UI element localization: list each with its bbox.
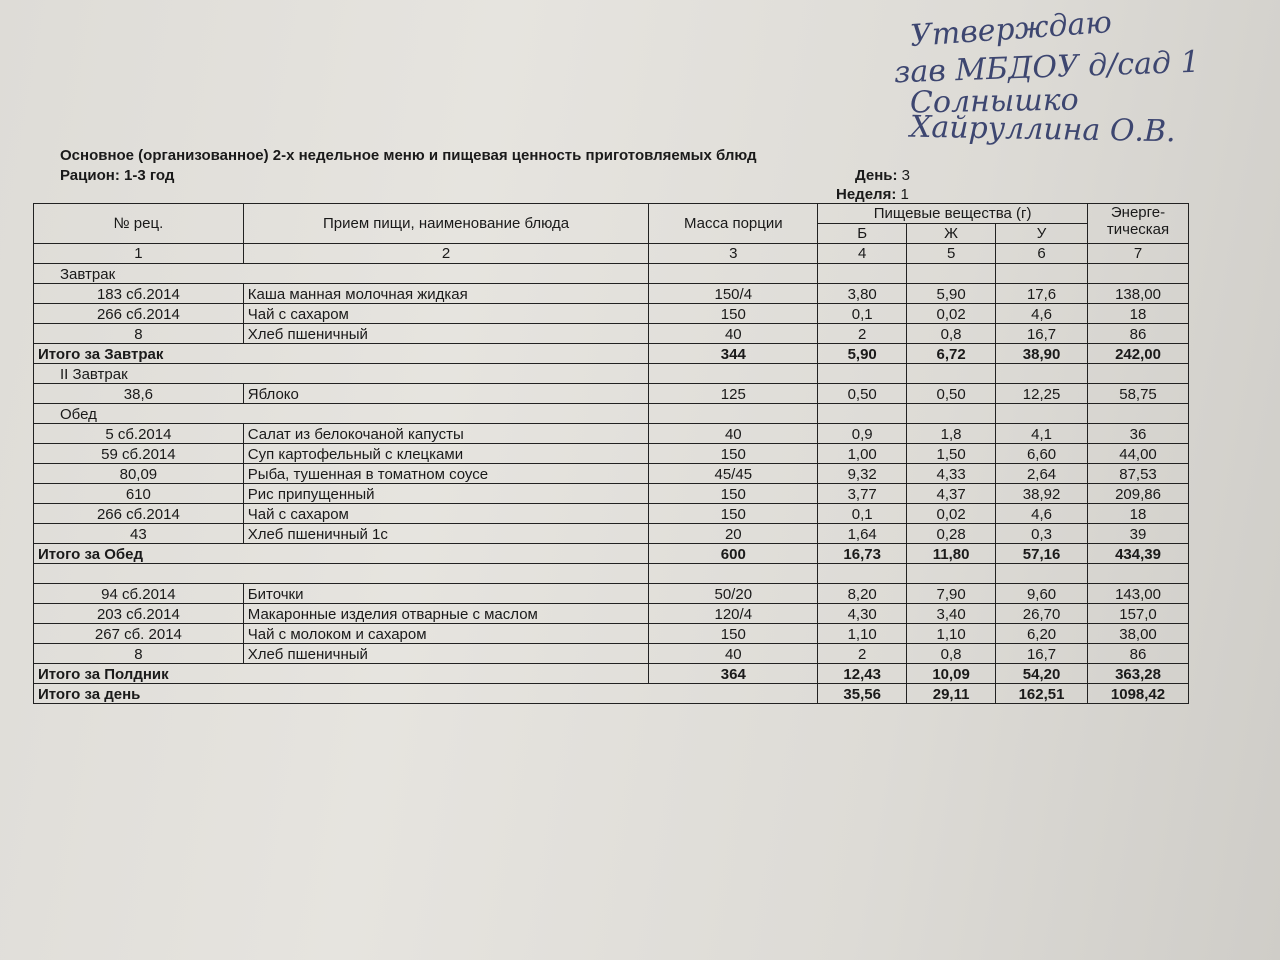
dish-name: Хлеб пшеничный — [243, 324, 649, 344]
approval-line-4: Хайруллина О.В. — [909, 109, 1176, 150]
header-carbs: У — [996, 224, 1088, 244]
portion-mass: 40 — [649, 324, 818, 344]
recipe-number: 203 сб.2014 — [34, 604, 244, 624]
recipe-number: 266 сб.2014 — [34, 504, 244, 524]
header-energy: Энерге- тическая — [1088, 204, 1189, 244]
carbs-value: 4,1 — [996, 424, 1088, 444]
total-fat: 10,09 — [907, 664, 996, 684]
ration-label: Рацион: 1-3 год — [60, 167, 175, 184]
total-carbs: 54,20 — [996, 664, 1088, 684]
empty-cell — [649, 404, 818, 424]
carbs-value: 16,7 — [996, 644, 1088, 664]
empty-cell — [1088, 564, 1189, 584]
recipe-number: 610 — [34, 484, 244, 504]
day-indicator — [855, 167, 910, 184]
table-row — [34, 524, 1189, 544]
total-label: Итого за Завтрак — [34, 344, 649, 364]
dish-name: Яблоко — [243, 384, 649, 404]
fat-value: 1,10 — [907, 624, 996, 644]
section-title: Обед — [34, 404, 649, 424]
section-title-row — [34, 404, 1189, 424]
table-row — [34, 484, 1189, 504]
section-total-row — [34, 344, 1189, 364]
recipe-number: 80,09 — [34, 464, 244, 484]
total-fat: 6,72 — [907, 344, 996, 364]
dish-name: Суп картофельный с клецками — [243, 444, 649, 464]
column-number: 6 — [996, 244, 1088, 264]
dish-name: Хлеб пшеничный 1с — [243, 524, 649, 544]
recipe-number: 183 сб.2014 — [34, 284, 244, 304]
fat-value: 7,90 — [907, 584, 996, 604]
section-total-row — [34, 664, 1189, 684]
protein-value: 3,80 — [818, 284, 907, 304]
approval-line-2: зав МБДОУ д/сад 1 — [893, 44, 1201, 91]
carbs-value: 16,7 — [996, 324, 1088, 344]
week-indicator — [836, 186, 909, 203]
day-total-row — [34, 684, 1189, 704]
empty-cell — [649, 364, 818, 384]
energy-value: 18 — [1088, 304, 1189, 324]
carbs-value: 4,6 — [996, 504, 1088, 524]
protein-value: 1,00 — [818, 444, 907, 464]
carbs-value: 17,6 — [996, 284, 1088, 304]
dish-name: Макаронные изделия отварные с маслом — [243, 604, 649, 624]
energy-value: 87,53 — [1088, 464, 1189, 484]
carbs-value: 4,6 — [996, 304, 1088, 324]
fat-value: 0,02 — [907, 304, 996, 324]
empty-cell — [996, 404, 1088, 424]
protein-value: 0,9 — [818, 424, 907, 444]
empty-cell — [818, 404, 907, 424]
column-number: 4 — [818, 244, 907, 264]
protein-value: 2 — [818, 324, 907, 344]
column-number: 7 — [1088, 244, 1189, 264]
portion-mass: 150 — [649, 504, 818, 524]
table-row — [34, 444, 1189, 464]
menu-table-body — [34, 264, 1189, 704]
recipe-number: 38,6 — [34, 384, 244, 404]
fat-value: 1,8 — [907, 424, 996, 444]
day-value: 3 — [901, 167, 911, 184]
portion-mass: 50/20 — [649, 584, 818, 604]
header-recipe: № рец. — [34, 204, 244, 244]
recipe-number: 8 — [34, 644, 244, 664]
carbs-value: 38,92 — [996, 484, 1088, 504]
total-protein: 16,73 — [818, 544, 907, 564]
fat-value: 0,8 — [907, 644, 996, 664]
total-label: Итого за Обед — [34, 544, 649, 564]
day-total-protein: 35,56 — [818, 684, 907, 704]
energy-value: 209,86 — [1088, 484, 1189, 504]
approval-signature — [880, 6, 1260, 156]
empty-cell — [818, 364, 907, 384]
fat-value: 0,50 — [907, 384, 996, 404]
section-title-row — [34, 364, 1189, 384]
carbs-value: 12,25 — [996, 384, 1088, 404]
empty-cell — [907, 404, 996, 424]
table-row — [34, 304, 1189, 324]
protein-value: 1,64 — [818, 524, 907, 544]
total-carbs: 57,16 — [996, 544, 1088, 564]
total-mass: 364 — [649, 664, 818, 684]
approval-line-1: Утверждаю — [909, 4, 1113, 55]
portion-mass: 150 — [649, 484, 818, 504]
portion-mass: 150 — [649, 444, 818, 464]
protein-value: 3,77 — [818, 484, 907, 504]
fat-value: 5,90 — [907, 284, 996, 304]
protein-value: 0,50 — [818, 384, 907, 404]
empty-cell — [1088, 364, 1189, 384]
dish-name: Каша манная молочная жидкая — [243, 284, 649, 304]
energy-value: 138,00 — [1088, 284, 1189, 304]
empty-cell — [1088, 404, 1189, 424]
day-total-fat: 29,11 — [907, 684, 996, 704]
column-number: 1 — [34, 244, 244, 264]
dish-name: Биточки — [243, 584, 649, 604]
fat-value: 0,28 — [907, 524, 996, 544]
portion-mass: 45/45 — [649, 464, 818, 484]
total-fat: 11,80 — [907, 544, 996, 564]
dish-name: Салат из белокочаной капусты — [243, 424, 649, 444]
protein-value: 9,32 — [818, 464, 907, 484]
table-row — [34, 384, 1189, 404]
protein-value: 0,1 — [818, 504, 907, 524]
column-number: 2 — [243, 244, 649, 264]
header-fat: Ж — [907, 224, 996, 244]
energy-value: 86 — [1088, 324, 1189, 344]
empty-cell — [649, 264, 818, 284]
section-title: II Завтрак — [34, 364, 649, 384]
table-row — [34, 584, 1189, 604]
total-mass: 600 — [649, 544, 818, 564]
day-total-energy: 1098,42 — [1088, 684, 1189, 704]
carbs-value: 9,60 — [996, 584, 1088, 604]
energy-value: 38,00 — [1088, 624, 1189, 644]
empty-cell — [818, 264, 907, 284]
day-label: День: — [855, 167, 898, 184]
empty-cell — [996, 364, 1088, 384]
empty-cell — [907, 364, 996, 384]
table-row — [34, 284, 1189, 304]
carbs-value: 2,64 — [996, 464, 1088, 484]
recipe-number: 8 — [34, 324, 244, 344]
carbs-value: 6,60 — [996, 444, 1088, 464]
total-protein: 12,43 — [818, 664, 907, 684]
header-dish: Прием пищи, наименование блюда — [243, 204, 649, 244]
energy-value: 58,75 — [1088, 384, 1189, 404]
fat-value: 0,02 — [907, 504, 996, 524]
day-total-label: Итого за день — [34, 684, 818, 704]
day-total-carbs: 162,51 — [996, 684, 1088, 704]
week-label: Неделя: — [836, 186, 897, 203]
energy-value: 18 — [1088, 504, 1189, 524]
section-title-row — [34, 264, 1189, 284]
portion-mass: 150 — [649, 304, 818, 324]
energy-value: 44,00 — [1088, 444, 1189, 464]
portion-mass: 150 — [649, 624, 818, 644]
header-protein: Б — [818, 224, 907, 244]
protein-value: 4,30 — [818, 604, 907, 624]
carbs-value: 6,20 — [996, 624, 1088, 644]
portion-mass: 150/4 — [649, 284, 818, 304]
total-energy: 363,28 — [1088, 664, 1189, 684]
column-number: 5 — [907, 244, 996, 264]
table-row — [34, 644, 1189, 664]
dish-name: Рис припущенный — [243, 484, 649, 504]
recipe-number: 94 сб.2014 — [34, 584, 244, 604]
portion-mass: 120/4 — [649, 604, 818, 624]
section-title-row — [34, 564, 1189, 584]
empty-cell — [996, 264, 1088, 284]
week-value: 1 — [900, 186, 909, 203]
fat-value: 1,50 — [907, 444, 996, 464]
fat-value: 0,8 — [907, 324, 996, 344]
table-row — [34, 464, 1189, 484]
table-row — [34, 324, 1189, 344]
empty-cell — [907, 264, 996, 284]
total-mass: 344 — [649, 344, 818, 364]
recipe-number: 267 сб. 2014 — [34, 624, 244, 644]
portion-mass: 125 — [649, 384, 818, 404]
fat-value: 4,37 — [907, 484, 996, 504]
protein-value: 8,20 — [818, 584, 907, 604]
empty-cell — [818, 564, 907, 584]
recipe-number: 266 сб.2014 — [34, 304, 244, 324]
document-title: Основное (организованное) 2-х недельное меню и пищевая ценность приготовляемых блюд — [60, 147, 757, 164]
dish-name: Чай с сахаром — [243, 504, 649, 524]
total-protein: 5,90 — [818, 344, 907, 364]
total-carbs: 38,90 — [996, 344, 1088, 364]
empty-cell — [649, 564, 818, 584]
table-row — [34, 424, 1189, 444]
total-energy: 242,00 — [1088, 344, 1189, 364]
carbs-value: 0,3 — [996, 524, 1088, 544]
carbs-value: 26,70 — [996, 604, 1088, 624]
empty-cell — [996, 564, 1088, 584]
dish-name: Рыба, тушенная в томатном соусе — [243, 464, 649, 484]
header-mass: Масса порции — [649, 204, 818, 244]
column-number: 3 — [649, 244, 818, 264]
section-title — [34, 564, 649, 584]
fat-value: 4,33 — [907, 464, 996, 484]
energy-value: 86 — [1088, 644, 1189, 664]
dish-name: Хлеб пшеничный — [243, 644, 649, 664]
energy-value: 39 — [1088, 524, 1189, 544]
dish-name: Чай с сахаром — [243, 304, 649, 324]
empty-cell — [1088, 264, 1189, 284]
header-nutrients: Пищевые вещества (г) — [818, 204, 1088, 224]
dish-name: Чай с молоком и сахаром — [243, 624, 649, 644]
total-label: Итого за Полдник — [34, 664, 649, 684]
fat-value: 3,40 — [907, 604, 996, 624]
section-title: Завтрак — [34, 264, 649, 284]
empty-cell — [907, 564, 996, 584]
recipe-number: 43 — [34, 524, 244, 544]
recipe-number: 5 сб.2014 — [34, 424, 244, 444]
approval-line-3: Солнышко — [909, 82, 1080, 121]
table-row — [34, 504, 1189, 524]
section-total-row — [34, 544, 1189, 564]
protein-value: 1,10 — [818, 624, 907, 644]
protein-value: 0,1 — [818, 304, 907, 324]
portion-mass: 40 — [649, 644, 818, 664]
protein-value: 2 — [818, 644, 907, 664]
total-energy: 434,39 — [1088, 544, 1189, 564]
portion-mass: 40 — [649, 424, 818, 444]
energy-value: 143,00 — [1088, 584, 1189, 604]
table-row — [34, 624, 1189, 644]
energy-value: 36 — [1088, 424, 1189, 444]
energy-value: 157,0 — [1088, 604, 1189, 624]
menu-table — [33, 203, 1189, 704]
recipe-number: 59 сб.2014 — [34, 444, 244, 464]
table-row — [34, 604, 1189, 624]
portion-mass: 20 — [649, 524, 818, 544]
